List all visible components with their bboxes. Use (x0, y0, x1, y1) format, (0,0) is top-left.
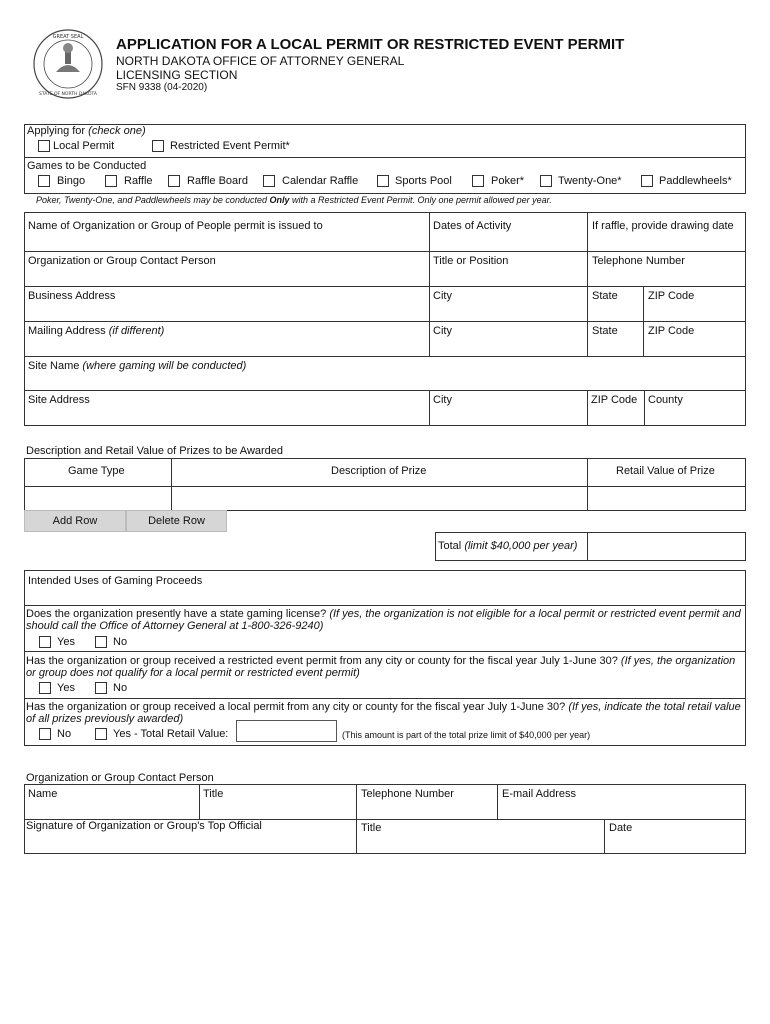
signature-label: Signature of Organization or Group's Top Official (26, 820, 262, 832)
intended-uses-label: Intended Uses of Gaming Proceeds (28, 575, 203, 587)
raffle-board-checkbox[interactable] (168, 175, 180, 187)
q1-yes-checkbox[interactable] (39, 636, 51, 648)
bingo-label: Bingo (57, 175, 86, 187)
business-state-label: State (592, 290, 618, 302)
organization-table (24, 212, 746, 426)
site-zip-label: ZIP Code (591, 394, 638, 406)
col-retail-value: Retail Value of Prize (616, 465, 715, 477)
calendar-raffle-label: Calendar Raffle (282, 175, 359, 187)
q3-limit-note: (This amount is part of the total prize limit of $40,000 per year) (342, 730, 591, 740)
title-position-label: Title or Position (433, 255, 509, 267)
local-permit-checkbox[interactable] (38, 140, 50, 152)
mailing-city-label: City (433, 325, 452, 337)
drawing-date-label: If raffle, provide drawing date (592, 220, 734, 232)
q2-text: Has the organization or group received a restricted event permit from any city or county for the fiscal year July 1-June 30? (If yes, the organization or group does not qualify for a local permit or restricted event permit) (26, 655, 736, 679)
site-city-label: City (433, 394, 452, 406)
office-name: NORTH DAKOTA OFFICE OF ATTORNEY GENERAL (116, 54, 405, 68)
restricted-permit-checkbox[interactable] (152, 140, 164, 152)
sports-pool-label: Sports Pool (395, 175, 452, 187)
svg-text:GREAT SEAL: GREAT SEAL (52, 34, 84, 40)
calendar-raffle-checkbox[interactable] (263, 175, 275, 187)
site-name-label: Site Name (where gaming will be conducted) (28, 360, 247, 372)
sports-pool-checkbox[interactable] (377, 175, 389, 187)
org-name-label: Name of Organization or Group of People permit is issued to (28, 220, 323, 232)
business-zip-label: ZIP Code (648, 290, 695, 302)
q1-text: Does the organization presently have a state gaming license? (If yes, the organization is not eligible for a local permit or restricted event permit and should call the Office of Attorney General at 1-800-326-9240) (26, 608, 741, 632)
total-label: Total (limit $40,000 per year) (438, 540, 578, 552)
total-input[interactable] (588, 533, 745, 560)
site-county-label: County (648, 394, 683, 406)
applying-label: Applying for (check one) (27, 125, 146, 137)
q2-no-checkbox[interactable] (95, 682, 107, 694)
delete-row-button[interactable]: Delete Row (126, 510, 227, 532)
q3-yes-checkbox[interactable] (95, 728, 107, 740)
raffle-board-label: Raffle Board (187, 175, 248, 187)
twenty-one-checkbox[interactable] (540, 175, 552, 187)
business-city-label: City (433, 290, 452, 302)
paddlewheels-checkbox[interactable] (641, 175, 653, 187)
col-description: Description of Prize (331, 465, 427, 477)
contact-person-label: Organization or Group Contact Person (28, 255, 216, 267)
q1-no-label: No (113, 636, 128, 648)
site-address-label: Site Address (28, 394, 90, 406)
prizes-section-label: Description and Retail Value of Prizes to be Awarded (26, 445, 284, 457)
form-number: SFN 9338 (04-2020) (116, 82, 208, 93)
contact-phone-label: Telephone Number (361, 788, 454, 800)
contact-title-label: Title (203, 788, 224, 800)
signature-title-label: Title (361, 822, 382, 834)
mailing-zip-label: ZIP Code (648, 325, 695, 337)
q3-yes-total-label: Yes - Total Retail Value: (113, 728, 229, 740)
add-row-button[interactable]: Add Row (24, 510, 126, 532)
q2-yes-checkbox[interactable] (39, 682, 51, 694)
svg-text:STATE OF NORTH DAKOTA: STATE OF NORTH DAKOTA (38, 92, 98, 97)
q1-yes-label: Yes (57, 636, 75, 648)
q3-no-label: No (57, 728, 72, 740)
local-permit-label: Local Permit (53, 140, 115, 152)
q3-no-checkbox[interactable] (39, 728, 51, 740)
business-address-label: Business Address (28, 290, 116, 302)
paddlewheels-label: Paddlewheels* (659, 175, 732, 187)
raffle-label: Raffle (124, 175, 153, 187)
q3-text: Has the organization or group received a local permit from any city or county for the fiscal year July 1-June 30? (If yes, indicate the total retail value of all prizes previously awarded) (26, 701, 741, 725)
bingo-checkbox[interactable] (38, 175, 50, 187)
contact-name-label: Name (28, 788, 58, 800)
dates-label: Dates of Activity (433, 220, 512, 232)
contact-email-label: E-mail Address (502, 788, 576, 800)
poker-checkbox[interactable] (472, 175, 484, 187)
restricted-permit-label: Restricted Event Permit* (170, 140, 290, 152)
col-game-type: Game Type (68, 465, 125, 477)
form-title: APPLICATION FOR A LOCAL PERMIT OR RESTRICTED EVENT PERMIT (116, 36, 625, 53)
contact-section-label: Organization or Group Contact Person (26, 772, 214, 784)
poker-label: Poker* (491, 175, 525, 187)
telephone-label: Telephone Number (592, 255, 685, 267)
q3-total-value-input[interactable] (236, 720, 337, 742)
q2-yes-label: Yes (57, 682, 75, 694)
state-seal (32, 28, 104, 100)
twenty-one-label: Twenty-One* (558, 175, 622, 187)
games-note: Poker, Twenty-One, and Paddlewheels may be conducted Only with a Restricted Event Permit. Only one permit allowed per year. (36, 195, 552, 205)
mailing-address-label: Mailing Address (if different) (28, 325, 165, 337)
mailing-state-label: State (592, 325, 618, 337)
q2-no-label: No (113, 682, 128, 694)
section-name: LICENSING SECTION (116, 68, 238, 82)
raffle-checkbox[interactable] (105, 175, 117, 187)
signature-date-label: Date (609, 822, 633, 834)
games-label: Games to be Conducted (27, 160, 147, 172)
q1-no-checkbox[interactable] (95, 636, 107, 648)
